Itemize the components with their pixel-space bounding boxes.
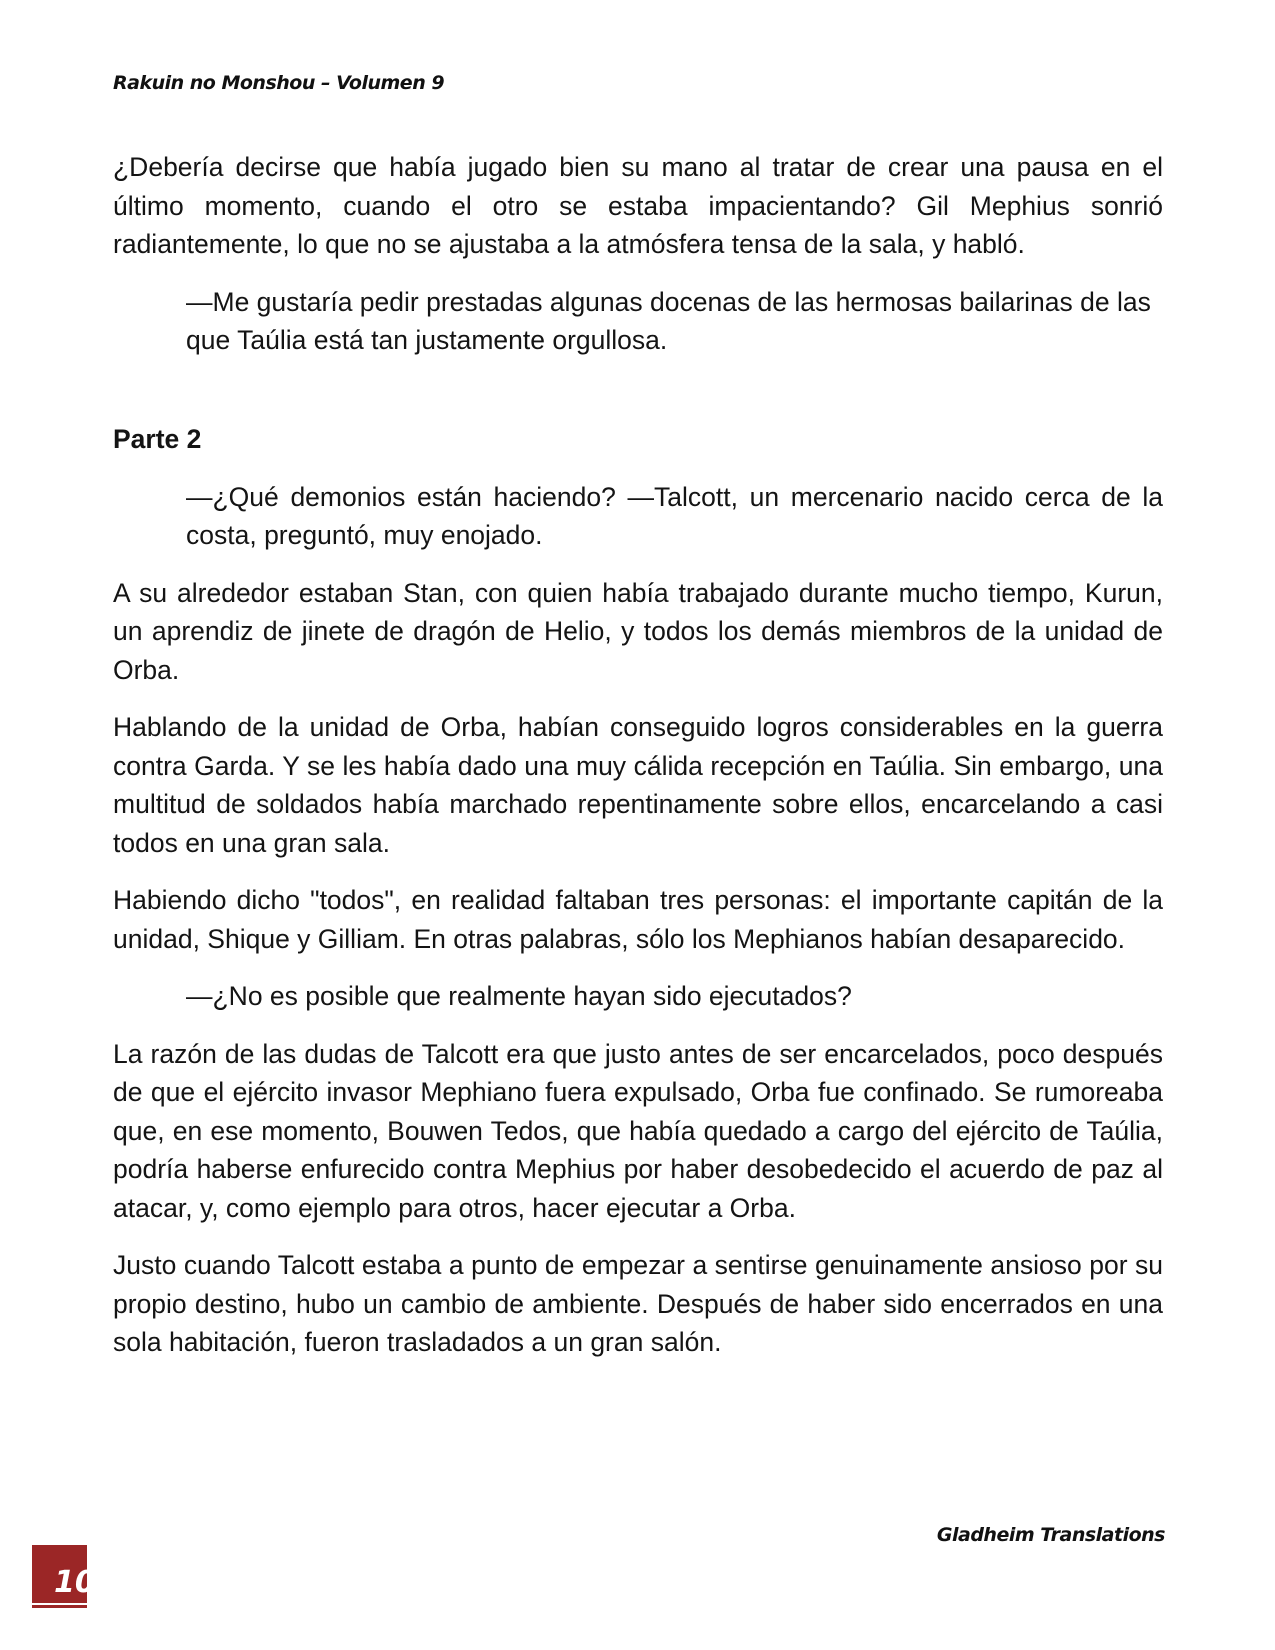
paragraph: Habiendo dicho "todos", en realidad faltaban tres personas: el importante capitán de la unidad, Shique y Gilliam. En otras palabras, sólo los Mephianos habían desaparecido. (113, 885, 1163, 954)
page-number-badge (32, 1545, 96, 1608)
paragraph: La razón de las dudas de Talcott era que justo antes de ser encarcelados, poco después de que el ejército invasor Mephiano fuera expulsado, Orba fue confinado. Se rumoreaba que, en ese momento, Bouwen Tedos, que había quedado a cargo del ejército de Taúlia, podría haberse enfurecido contra Mephius por haber desobedecido el acuerdo de paz al atacar, y, como ejemplo para otros, hacer ejecutar a Orba. (113, 1038, 1163, 1223)
dialogue-paragraph: —Me gustaría pedir prestadas algunas docenas de las hermosas bailarinas de las que Taúlia está tan justamente orgullosa. (186, 286, 1151, 355)
body-text (113, 148, 1163, 1381)
running-header: Rakuin no Monshou – Volumen 9 (113, 72, 445, 94)
page-number-underline (32, 1603, 87, 1605)
page-number: 10 (54, 1565, 96, 1600)
section-heading: Parte 2 (113, 423, 202, 454)
paragraph: Hablando de la unidad de Orba, habían conseguido logros considerables en la guerra contra Garda. Y se les había dado una muy cálida recepción en Taúlia. Sin embargo, una multitud de soldados había marchado repentinamente sobre ellos, encarcelando a casi todos en una gran sala. (113, 712, 1163, 858)
paragraph: Justo cuando Talcott estaba a punto de empezar a sentirse genuinamente ansioso por su propio destino, hubo un cambio de ambiente. Después de haber sido encerrados en una sola habitación, fueron trasladados a un gran salón. (113, 1250, 1163, 1357)
dialogue-paragraph: —¿Qué demonios están haciendo? —Talcott, un mercenario nacido cerca de la costa, preguntó, muy enojado. (186, 481, 1163, 550)
dialogue-paragraph: —¿No es posible que realmente hayan sido ejecutados? (186, 981, 852, 1011)
footer-credit: Gladheim Translations (936, 1524, 1165, 1546)
paragraph: ¿Debería decirse que había jugado bien su mano al tratar de crear una pausa en el último momento, cuando el otro se estaba impacientando? Gil Mephius sonrió radiantemente, lo que no se ajustaba a la atmósfera tensa de la sala, y habló. (113, 152, 1163, 259)
paragraph: A su alrededor estaban Stan, con quien había trabajado durante mucho tiempo, Kurun, un aprendiz de jinete de dragón de Helio, y todos los demás miembros de la unidad de Orba. (113, 577, 1163, 685)
